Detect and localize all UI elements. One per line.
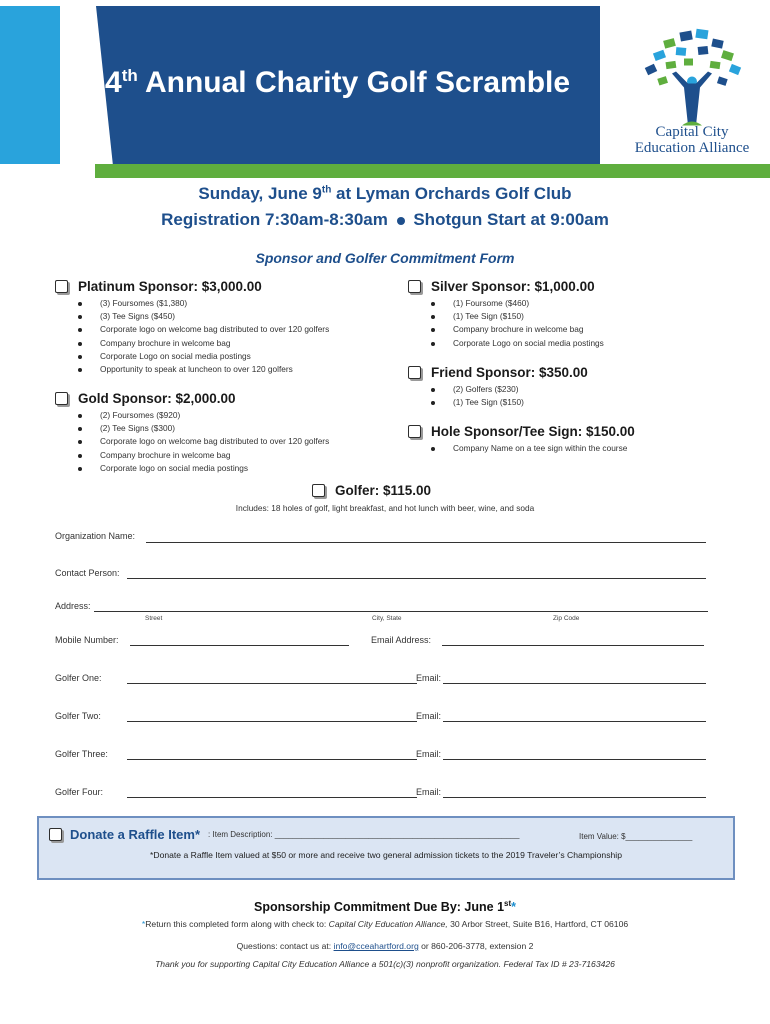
list-item: (3) Tee Signs ($450)	[55, 310, 329, 323]
hole-checkbox[interactable]	[408, 425, 421, 438]
list-item: (2) Foursomes ($920)	[55, 409, 329, 422]
golfer-three-field[interactable]	[127, 759, 417, 760]
friend-label: Friend Sponsor: $350.00	[431, 365, 588, 380]
golfer-four-email-label: Email:	[416, 787, 442, 797]
golfer-four-field[interactable]	[127, 797, 417, 798]
hole-label: Hole Sponsor/Tee Sign: $150.00	[431, 424, 635, 439]
city-state-label: City, State	[372, 615, 402, 622]
list-item: (2) Tee Signs ($300)	[55, 422, 329, 435]
list-item: Opportunity to speak at luncheon to over 120 golfers	[55, 363, 329, 376]
list-item: Company brochure in welcome bag	[55, 449, 329, 462]
list-item: Corporate Logo on social media postings	[408, 337, 604, 350]
gold-checkbox[interactable]	[55, 392, 68, 405]
address-field[interactable]	[94, 611, 708, 612]
list-item: Company Name on a tee sign within the course	[408, 442, 635, 455]
street-label: Street	[145, 615, 163, 622]
silver-label: Silver Sponsor: $1,000.00	[431, 279, 595, 294]
hole-benefits	[408, 442, 635, 455]
raffle-panel	[37, 816, 735, 880]
event-date: Sunday, June 9th at Lyman Orchards Golf Club	[198, 184, 572, 203]
golfer-one-field[interactable]	[127, 683, 417, 684]
gold-benefits	[55, 409, 329, 475]
list-item: (1) Tee Sign ($150)	[408, 310, 604, 323]
form-title: Sponsor and Golfer Commitment Form	[255, 250, 515, 266]
golfer-two-email-field[interactable]	[443, 721, 706, 722]
golfer-three-email-label: Email:	[416, 749, 442, 759]
thank-you-note: Thank you for supporting Capital City Education Alliance a 501(c)(3) nonprofit organization. Federal Tax ID # 23-7163426	[155, 959, 615, 969]
friend-checkbox[interactable]	[408, 366, 421, 379]
list-item: (1) Tee Sign ($150)	[408, 396, 588, 409]
gold-sponsor	[55, 391, 329, 475]
silver-benefits	[408, 297, 604, 350]
event-times: Registration 7:30am-8:30am Shotgun Start at 9:00am	[161, 210, 609, 229]
organization-label: Organization Name:	[55, 531, 136, 541]
list-item: (2) Golfers ($230)	[408, 383, 588, 396]
raffle-checkbox[interactable]	[49, 828, 62, 841]
platinum-benefits	[55, 297, 329, 376]
raffle-note: *Donate a Raffle Item valued at $50 or more and receive two general admission tickets to the 2019 Traveler’s Championship	[150, 850, 622, 860]
email-address-field[interactable]	[442, 645, 704, 646]
banner-green-stripe	[95, 164, 770, 178]
contact-email-link[interactable]: info@cceahartford.org	[333, 941, 419, 951]
mobile-label: Mobile Number:	[55, 635, 119, 645]
platinum-label: Platinum Sponsor: $3,000.00	[78, 279, 262, 294]
address-label: Address:	[55, 601, 91, 611]
raffle-title: Donate a Raffle Item*	[70, 827, 201, 842]
platinum-sponsor	[55, 279, 329, 376]
list-item: Corporate logo on welcome bag distributed to over 120 golfers	[55, 323, 329, 336]
list-item: Company brochure in welcome bag	[55, 337, 329, 350]
golfer-one-label: Golfer One:	[55, 673, 102, 683]
golfer-three-email-field[interactable]	[443, 759, 706, 760]
golfer-three-label: Golfer Three:	[55, 749, 108, 759]
zip-label: Zip Code	[553, 615, 580, 622]
list-item: Company brochure in welcome bag	[408, 323, 604, 336]
list-item: Corporate Logo on social media postings	[55, 350, 329, 363]
golfer-two-label: Golfer Two:	[55, 711, 101, 721]
raffle-description-field[interactable]: : Item Description: _______________________________________________________	[208, 830, 520, 839]
golfer-two-email-label: Email:	[416, 711, 442, 721]
return-instructions: *Return this completed form along with check to: Capital City Education Alliance, 30 Arbor Street, Suite B16, Hartford, CT 06106	[141, 919, 629, 929]
contact-field[interactable]	[127, 578, 706, 579]
list-item: Corporate logo on social media postings	[55, 462, 329, 475]
golfer-checkbox[interactable]	[312, 484, 325, 497]
hole-sponsor	[408, 424, 635, 455]
email-address-label: Email Address:	[371, 635, 432, 645]
page-title: 4th Annual Charity Golf Scramble	[105, 66, 571, 99]
golfer-one-email-label: Email:	[416, 673, 442, 683]
bullet-dot-icon	[397, 217, 405, 225]
platinum-checkbox[interactable]	[55, 280, 68, 293]
silver-checkbox[interactable]	[408, 280, 421, 293]
golfer-option	[312, 483, 431, 498]
golfer-four-email-field[interactable]	[443, 797, 706, 798]
organization-field[interactable]	[146, 542, 706, 543]
banner-light-stripe	[0, 6, 60, 164]
contact-label: Contact Person:	[55, 568, 120, 578]
silver-sponsor	[408, 279, 604, 350]
golfer-label: Golfer: $115.00	[335, 483, 432, 498]
friend-sponsor	[408, 365, 588, 409]
logo-text: Capital City Education Alliance	[634, 124, 750, 156]
contact-questions: Questions: contact us at: info@cceahartford.org or 860-206-3778, extension 2	[236, 941, 534, 951]
friend-benefits	[408, 383, 588, 409]
list-item: Corporate logo on welcome bag distributed to over 120 golfers	[55, 435, 329, 448]
gold-label: Gold Sponsor: $2,000.00	[78, 391, 236, 406]
list-item: (3) Foursomes ($1,380)	[55, 297, 329, 310]
raffle-value-field[interactable]: Item Value: $_______________	[579, 832, 693, 841]
mobile-field[interactable]	[130, 645, 349, 646]
golfer-two-field[interactable]	[127, 721, 417, 722]
commitment-due: Sponsorship Commitment Due By: June 1st*	[253, 898, 517, 914]
golfer-one-email-field[interactable]	[443, 683, 706, 684]
list-item: (1) Foursome ($460)	[408, 297, 604, 310]
golfer-includes: Includes: 18 holes of golf, light breakfast, and hot lunch with beer, wine, and soda	[235, 503, 535, 513]
golfer-four-label: Golfer Four:	[55, 787, 104, 797]
